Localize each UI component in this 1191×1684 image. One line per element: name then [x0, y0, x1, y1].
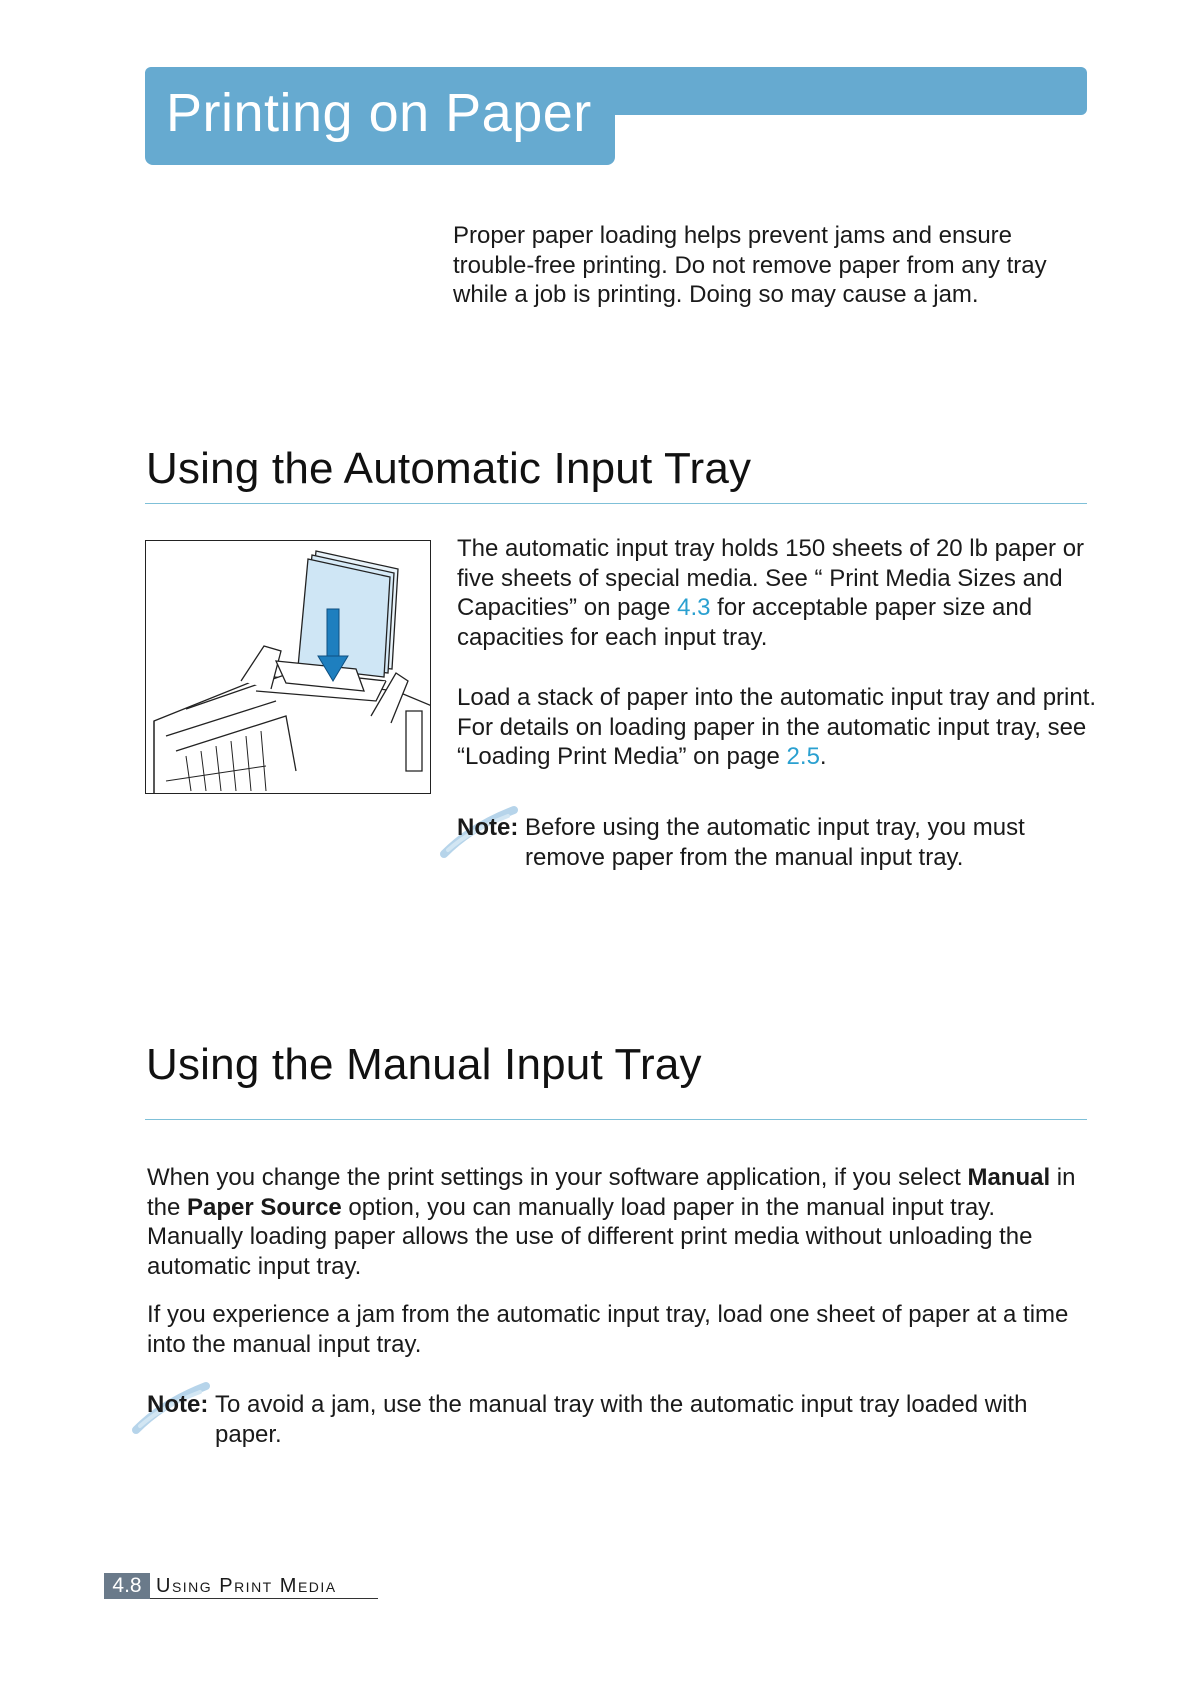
footer-chapter-title: Using Print Media — [156, 1575, 337, 1597]
manual-tray-rule — [145, 1119, 1087, 1120]
man-p1-bold-manual: Manual — [967, 1164, 1051, 1191]
auto-p2-text-b: . — [819, 743, 827, 770]
page-title: Printing on Paper — [166, 83, 592, 143]
man-p1-bold-paper-source: Paper Source — [187, 1193, 342, 1221]
man-p1-text-c: option, you can manually load paper in the manual input tray. Manually loading paper allows the use of different print media without unloading the automatic input tray. — [147, 1193, 1033, 1280]
auto-tray-paragraph-2 — [457, 683, 1097, 772]
auto-tray-paragraph-1 — [457, 534, 1097, 652]
printer-illustration — [145, 540, 431, 794]
auto-p1-text-a: The automatic input tray holds 150 sheets of 20 lb paper or five sheets of special media. See “ Print Media Sizes and Capacities” on page — [457, 535, 1085, 621]
auto-tray-rule — [145, 503, 1087, 504]
man-p1-text-b: in the — [147, 1164, 1076, 1221]
auto-note-text: Before using the automatic input tray, you must remove paper from the manual input tray. — [525, 814, 1025, 871]
manual-note-label: Note: — [147, 1391, 209, 1418]
intro-paragraph: Proper paper loading helps prevent jams and ensure trouble-free printing. Do not remove paper from any tray while a job is printing. Doing so may cause a jam. — [453, 222, 1047, 308]
auto-note-label: Note: — [457, 814, 519, 841]
manual-tray-paragraph-1 — [147, 1163, 1097, 1281]
auto-p2-text-a: Load a stack of paper into the automatic input tray and print. For details on loading paper in the automatic input tray, see “Loading Print Media” on page — [457, 684, 1097, 770]
manual-note-text: To avoid a jam, use the manual tray with the automatic input tray loaded with paper. — [215, 1391, 1028, 1448]
footer-rule — [150, 1598, 378, 1599]
man-p1-text-a: When you change the print settings in your software application, if you select — [147, 1164, 968, 1191]
manual-tray-paragraph-2: If you experience a jam from the automatic input tray, load one sheet of paper at a time into the manual input tray. — [147, 1301, 1069, 1358]
footer-page-number: 4.8 — [104, 1573, 150, 1599]
auto-tray-heading: Using the Automatic Input Tray — [146, 444, 752, 493]
page-link-2-5[interactable]: 2.5 — [786, 743, 820, 770]
printer-loading-paper-icon — [146, 541, 431, 794]
page-link-4-3[interactable]: 4.3 — [677, 594, 711, 621]
manual-tray-heading: Using the Manual Input Tray — [146, 1040, 702, 1089]
auto-p1-text-b: for acceptable paper size and capacities for each input tray. — [457, 594, 1033, 651]
